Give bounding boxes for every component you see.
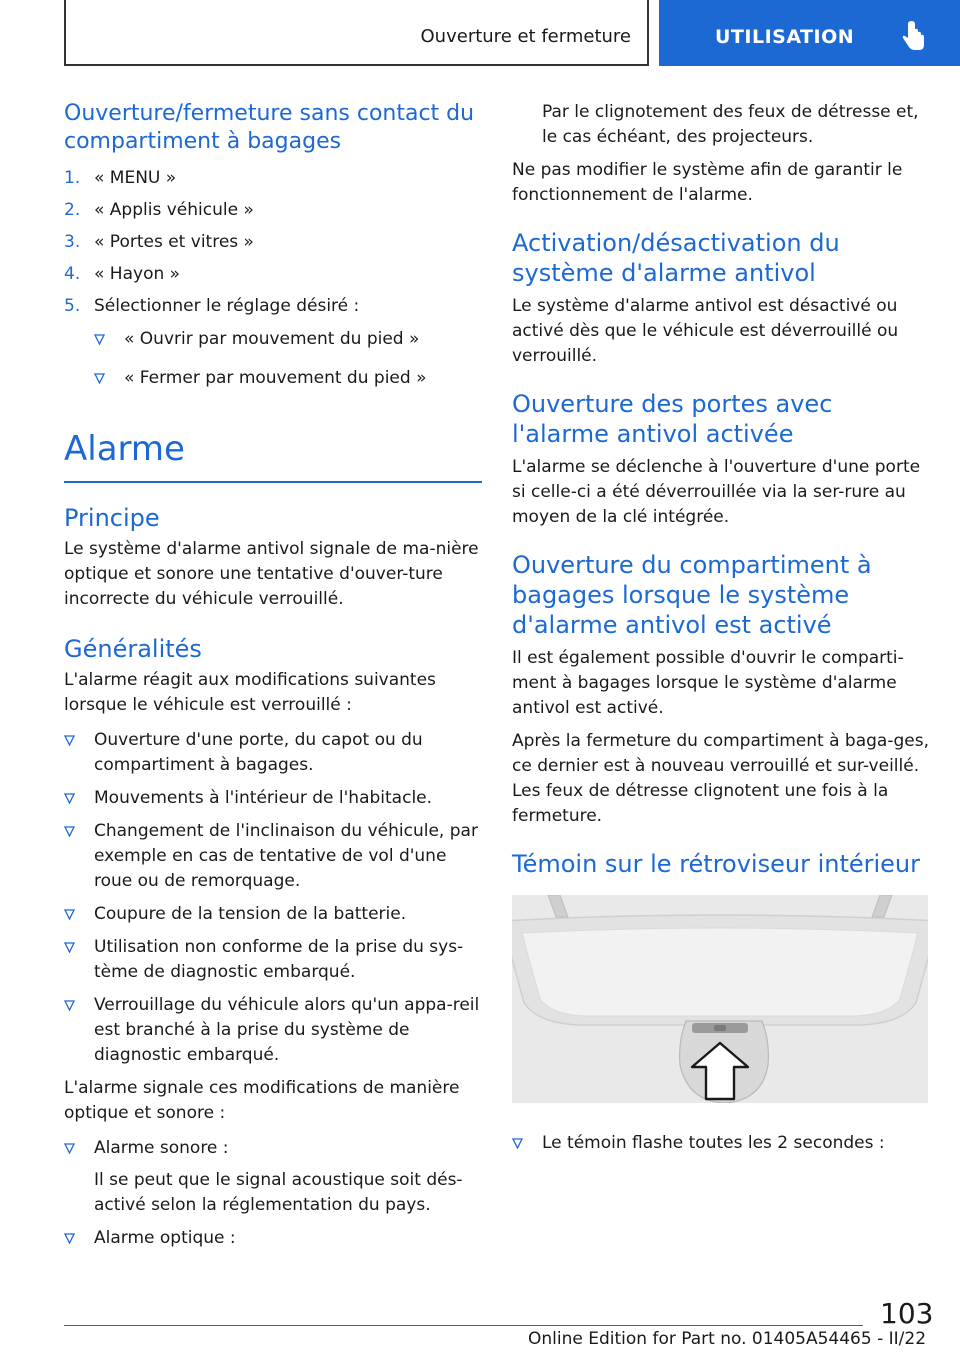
heading-coffre: Ouverture du compartiment à bagages lorsque le système d'alarme antivol est activé bbox=[512, 551, 872, 639]
triangle-bullet-icon bbox=[512, 1138, 523, 1149]
list-item: 3. « Portes et vitres » bbox=[64, 232, 254, 252]
principe-text: Le système d'alarme antivol signale de ma-nière optique et sonore une tentative d'ouver-ture incorrecte du véhicule verrouillé. bbox=[64, 539, 479, 609]
list-item: Changement de l'inclinaison du véhicule, par exemple en cas de tentative de vol d'une roue ou de remorquage. bbox=[64, 819, 482, 894]
list-item: « Fermer par mouvement du pied » bbox=[64, 366, 482, 391]
triangle-bullet-icon bbox=[64, 942, 75, 953]
list-item: 4. « Hayon » bbox=[64, 264, 181, 284]
page-number: 103 bbox=[880, 1297, 934, 1330]
signal-text: L'alarme signale ces modifications de manière optique et sonore : bbox=[64, 1078, 460, 1123]
signal-item-label: Alarme optique : bbox=[94, 1228, 236, 1248]
list-item: Ouverture d'une porte, du capot ou du compartiment à bagages. bbox=[64, 728, 482, 778]
footer-edition: Online Edition for Part no. 01405A54465 - II/22 bbox=[528, 1329, 927, 1349]
chapter-title: Ouverture et fermeture bbox=[420, 26, 631, 47]
temoin-list bbox=[512, 1131, 930, 1156]
activation-text: Le système d'alarme antivol est désactivé ou activé dès que le véhicule est déverrouillé ou verrouillé. bbox=[512, 296, 899, 366]
heading-generalites: Généralités bbox=[64, 635, 202, 663]
option-list bbox=[64, 327, 482, 391]
coffre-text-1: Il est également possible d'ouvrir le comparti-ment à bagages lorsque le système d'alarme antivol est activé. bbox=[512, 648, 904, 718]
triangle-bullet-icon bbox=[94, 373, 105, 384]
rearview-mirror-image bbox=[512, 895, 928, 1103]
footer-divider bbox=[64, 1325, 863, 1326]
triangle-bullet-icon bbox=[64, 735, 75, 746]
triangle-bullet-icon bbox=[64, 909, 75, 920]
header-section-tab bbox=[659, 0, 960, 66]
signal-list bbox=[64, 1136, 482, 1251]
list-item: 2. « Applis véhicule » bbox=[64, 200, 254, 220]
mirror-illustration bbox=[512, 895, 928, 1103]
chapter-divider bbox=[64, 481, 482, 483]
list-item: 5. Sélectionner le réglage désiré : bbox=[64, 296, 360, 316]
left-column bbox=[64, 100, 482, 1251]
steps-list bbox=[64, 166, 482, 319]
heading-activation: Activation/désactivation du système d'alarme antivol bbox=[512, 229, 840, 287]
section-title: UTILISATION bbox=[715, 26, 855, 48]
heading-contactless-trunk: Ouverture/fermeture sans contact du compartiment à bagages bbox=[64, 101, 475, 154]
heading-principe: Principe bbox=[64, 504, 160, 532]
heading-temoin: Témoin sur le rétroviseur intérieur bbox=[512, 850, 921, 878]
triangle-bullet-icon bbox=[64, 826, 75, 837]
signal-item-detail: Il se peut que le signal acoustique soit dés-activé selon la réglementation du pays. bbox=[94, 1170, 463, 1215]
list-item: Mouvements à l'intérieur de l'habitacle. bbox=[64, 786, 482, 811]
triangle-bullet-icon bbox=[94, 334, 105, 345]
list-item: Le témoin flashe toutes les 2 secondes : bbox=[512, 1131, 930, 1156]
continuation-text: Par le clignotement des feux de détresse et, le cas échéant, des projecteurs. bbox=[542, 102, 919, 147]
signal-item-label: Alarme sonore : bbox=[94, 1138, 229, 1158]
chapter-heading-alarme: Alarme bbox=[64, 429, 185, 469]
right-column bbox=[512, 100, 930, 1156]
header-chapter-box bbox=[64, 0, 649, 66]
triangle-bullet-icon bbox=[64, 1143, 75, 1154]
list-item: Coupure de la tension de la batterie. bbox=[64, 902, 482, 927]
list-item bbox=[64, 1136, 482, 1218]
coffre-text-2: Après la fermeture du compartiment à baga-ges, ce dernier est à nouveau verrouillé et sur-veillé. Les feux de détresse clignotent une fois à la fermeture. bbox=[512, 731, 929, 826]
list-item: 1. « MENU » bbox=[64, 168, 177, 188]
heading-portes: Ouverture des portes avec l'alarme antivol activée bbox=[512, 390, 833, 448]
list-item: « Ouvrir par mouvement du pied » bbox=[64, 327, 482, 352]
list-item: Verrouillage du véhicule alors qu'un appa-reil est branché à la prise du système de diagnostic embarqué. bbox=[64, 993, 482, 1068]
triangle-bullet-icon bbox=[64, 1000, 75, 1011]
generalites-text: L'alarme réagit aux modifications suivantes lorsque le véhicule est verrouillé : bbox=[64, 670, 436, 715]
generalites-list bbox=[64, 728, 482, 1068]
triangle-bullet-icon bbox=[64, 793, 75, 804]
triangle-bullet-icon bbox=[64, 1233, 75, 1244]
hand-pointer-icon bbox=[899, 20, 927, 52]
portes-text: L'alarme se déclenche à l'ouverture d'une porte si celle-ci a été déverrouillée via la ser-rure au moyen de la clé intégrée. bbox=[512, 457, 921, 527]
list-item: Utilisation non conforme de la prise du sys-tème de diagnostic embarqué. bbox=[64, 935, 482, 985]
no-modify-text: Ne pas modifier le système afin de garantir le fonctionnement de l'alarme. bbox=[512, 160, 903, 205]
list-item bbox=[64, 1226, 482, 1251]
